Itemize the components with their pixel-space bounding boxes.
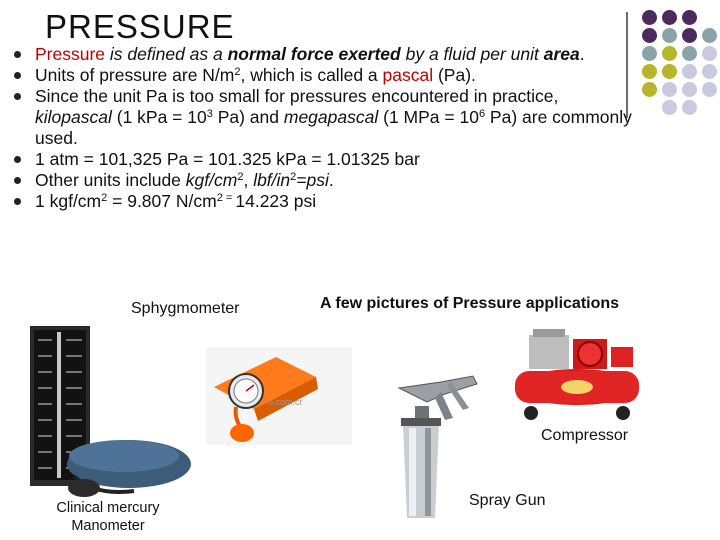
- bullet-marker: [14, 51, 21, 58]
- image-watermark-text: o.com.cr: [268, 397, 303, 407]
- bullet-text-run: 14.223 psi: [235, 191, 317, 211]
- sphygmomanometer-image: [206, 347, 352, 445]
- bullet-text-run: 2: [290, 171, 297, 183]
- spray-gun-image: [391, 372, 483, 520]
- bullet-text-run: .: [579, 44, 585, 64]
- bullet-text-run: 6: [478, 108, 486, 120]
- decorative-dot: [702, 28, 717, 43]
- decorative-dot: [642, 82, 657, 97]
- bullet-text-run: Pressure: [35, 44, 106, 64]
- bullet-text-run: 3: [206, 108, 213, 120]
- decorative-dot: [682, 100, 697, 115]
- bullet-text-run: area: [543, 44, 580, 64]
- decorative-dot: [642, 64, 657, 79]
- decorative-dot: [662, 28, 677, 43]
- bullet-marker: [14, 72, 21, 79]
- decorative-dot: [702, 46, 717, 61]
- bullet-text-run: megapascal: [283, 107, 379, 127]
- decorative-dot: [662, 82, 677, 97]
- decorative-dot: [642, 28, 657, 43]
- bullet-text-run: ,: [243, 170, 254, 190]
- bullet-text-run: , which is called a: [240, 65, 383, 85]
- decorative-dot: [702, 82, 717, 97]
- bullet-text-run: 2: [234, 66, 241, 78]
- compressor-caption: Compressor: [541, 427, 629, 444]
- bullet-text-run: 1 kgf/cm: [35, 191, 102, 211]
- decorative-dot: [642, 46, 657, 61]
- decorative-dot: [682, 64, 697, 79]
- mercury-manometer-image: [24, 326, 194, 498]
- bullet-item: [14, 44, 634, 65]
- bullet-text-run: =: [222, 192, 236, 204]
- bullet-marker: [14, 198, 21, 205]
- manometer-caption-line2: Manometer: [71, 518, 145, 534]
- bullet-text-run: kgf/cm: [185, 170, 238, 190]
- decorative-dot: [702, 64, 717, 79]
- decorative-dot: [682, 10, 697, 25]
- decorative-dot: [682, 82, 697, 97]
- decorative-dot: [662, 100, 677, 115]
- applications-caption: A few pictures of Pressure applications: [320, 295, 620, 312]
- bullet-text-run: (1 MPa = 10: [378, 107, 479, 127]
- bullet-text-run: Pa) and: [212, 107, 284, 127]
- spray-gun-caption: Spray Gun: [469, 492, 546, 509]
- bullet-item: [14, 170, 634, 191]
- decorative-dot: [682, 28, 697, 43]
- bullet-text-run: = 9.807 N/cm: [107, 191, 217, 211]
- bullet-text-run: Units of pressure are N/m: [35, 65, 235, 85]
- bullet-list: [14, 44, 634, 212]
- decorative-dot: [662, 10, 677, 25]
- bullet-text-run: 2: [216, 192, 223, 204]
- bullet-item: [14, 149, 634, 170]
- bullet-text-run: kilopascal: [35, 107, 112, 127]
- decorative-dot: [662, 46, 677, 61]
- bullet-text-run: normal force exerted: [227, 44, 401, 64]
- decorative-dot: [642, 10, 657, 25]
- bullet-text-run: Since the unit Pa is too small for pressures encountered in practice,: [35, 86, 559, 106]
- bullet-text-run: 1 atm = 101,325 Pa = 101.325 kPa = 1.01325 bar: [35, 149, 420, 169]
- bullet-text-run: 2: [237, 171, 244, 183]
- bullet-text-run: lbf/in: [253, 170, 291, 190]
- bullet-item: [14, 191, 634, 212]
- decorative-dot: [662, 64, 677, 79]
- bullet-text-run: .: [328, 170, 334, 190]
- slide-title: PRESSURE: [45, 8, 235, 45]
- bullet-text-run: Pa) are commonly used.: [35, 107, 632, 148]
- bullet-item: [14, 65, 634, 86]
- decorative-dot: [682, 46, 697, 61]
- bullet-text-run: 2: [101, 192, 108, 204]
- manometer-caption-line1: Clinical mercury: [56, 500, 160, 516]
- decorative-dot-grid: [636, 8, 720, 118]
- bullet-text-run: is defined as a: [105, 44, 228, 64]
- bullet-text-run: =psi: [296, 170, 329, 190]
- bullet-text-run: (1 kPa = 10: [111, 107, 207, 127]
- bullet-text-run: (Pa).: [433, 65, 476, 85]
- bullet-text-run: pascal: [382, 65, 434, 85]
- bullet-item: [14, 86, 634, 149]
- compressor-image: [511, 327, 643, 423]
- bullet-marker: [14, 93, 21, 100]
- sphygmometer-caption: Sphygmometer: [131, 300, 240, 317]
- bullet-text-run: by a fluid per unit: [400, 44, 544, 64]
- bullet-marker: [14, 156, 21, 163]
- manometer-caption: [51, 499, 165, 535]
- bullet-marker: [14, 177, 21, 184]
- bullet-text-run: Other units include: [35, 170, 186, 190]
